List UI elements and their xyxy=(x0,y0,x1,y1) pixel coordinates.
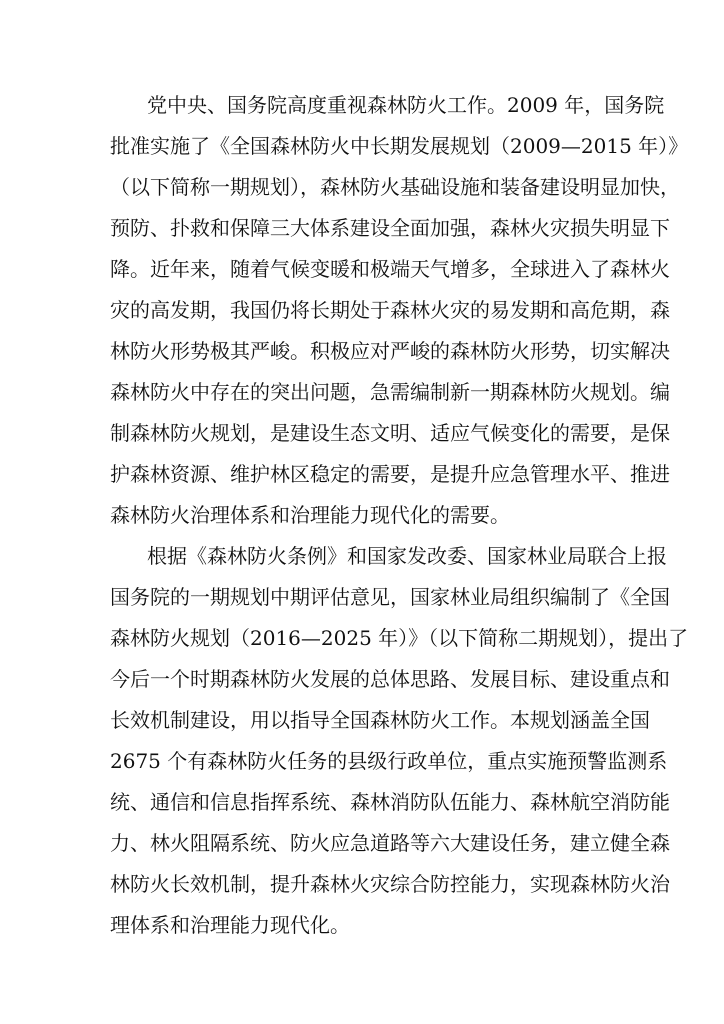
text-line: 灾的高发期，我国仍将长期处于森林火灾的易发期和高危期，森 xyxy=(110,298,670,322)
text-line: 森林防火规划（2016—2025 年）》（以下简称二期规划），提出了 xyxy=(110,626,689,650)
text-line: 根据《森林防火条例》和国家发改委、国家林业局联合上报 xyxy=(147,544,667,568)
text-line: 国务院的一期规划中期评估意见，国家林业局组织编制了《全国 xyxy=(110,585,670,609)
text-line: 党中央、国务院高度重视森林防火工作。2009 年，国务院 xyxy=(147,93,665,117)
text-line: 理体系和治理能力现代化。 xyxy=(110,913,350,937)
text-line: 护森林资源、维护林区稳定的需要，是提升应急管理水平、推进 xyxy=(110,462,670,486)
text-line: 林防火形势极其严峻。积极应对严峻的森林防火形势，切实解决 xyxy=(110,339,670,363)
text-line: 森林防火治理体系和治理能力现代化的需要。 xyxy=(110,503,510,527)
text-line: （以下简称一期规划），森林防火基础设施和装备建设明显加快， xyxy=(110,175,680,199)
text-line: 批准实施了《全国森林防火中长期发展规划（2009—2015 年）》 xyxy=(110,134,689,158)
text-line: 降。近年来，随着气候变暖和极端天气增多，全球进入了森林火 xyxy=(110,257,670,281)
text-line: 制森林防火规划，是建设生态文明、适应气候变化的需要，是保 xyxy=(110,421,670,445)
text-line: 今后一个时期森林防火发展的总体思路、发展目标、建设重点和 xyxy=(110,667,670,691)
text-line: 2675 个有森林防火任务的县级行政单位，重点实施预警监测系 xyxy=(110,749,668,773)
text-line: 力、林火阻隔系统、防火应急道路等六大建设任务，建立健全森 xyxy=(110,831,670,855)
text-line: 统、通信和信息指挥系统、森林消防队伍能力、森林航空消防能 xyxy=(110,790,670,814)
text-line: 预防、扑救和保障三大体系建设全面加强，森林火灾损失明显下 xyxy=(110,216,670,240)
text-line: 长效机制建设，用以指导全国森林防火工作。本规划涵盖全国 xyxy=(110,708,650,732)
text-line: 森林防火中存在的突出问题，急需编制新一期森林防火规划。编 xyxy=(110,380,670,404)
text-line: 林防火长效机制，提升森林火灾综合防控能力，实现森林防火治 xyxy=(110,872,670,896)
